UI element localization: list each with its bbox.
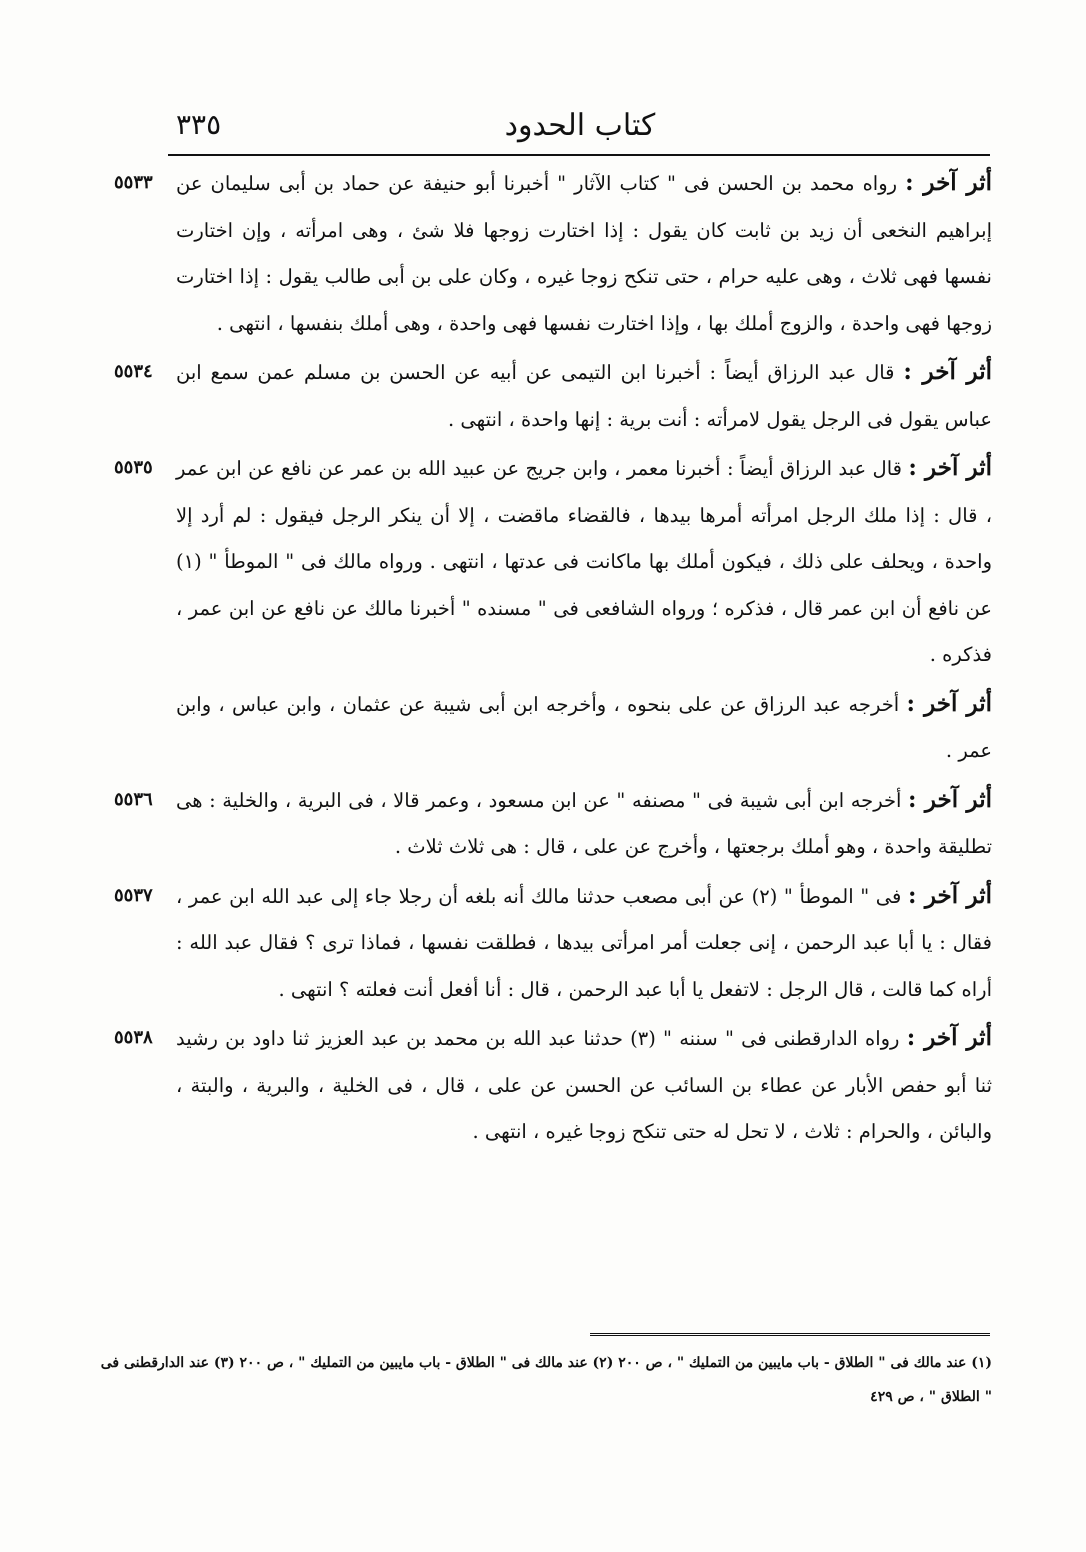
page-number: ٣٣٥ — [176, 108, 222, 141]
entry-text: قال عبد الرزاق أيضاً : أخبرنا معمر ، وابن جريج عن عبيد الله بن عمر عن نافع عن ابن عمر ، قال : إذا ملك الرجل امرأته أمرها بيدها ، فالقضاء ماقضت ، إلا أن ينكر الرجل فيقول : لم أرد إلا واحدة ، ويحلف على ذلك ، فيكون أملك بها ماكانت فى عدتها ، انتهى . ورواه مالك فى " الموطأ " (١) عن نافع أن ابن عمر قال ، فذكره ؛ ورواه الشافعى فى " مسنده " أخبرنا مالك عن نافع عن ابن عمر ، فذكره . — [176, 457, 992, 666]
entry-number: ٥٥٣٧ — [114, 884, 153, 906]
entry-text: أخرجه عبد الرزاق عن على بنحوه ، وأخرجه ابن أبى شيبة عن عثمان ، وابن عباس ، وابن عمر . — [176, 692, 992, 762]
entry-lead: أثر آخر : — [908, 454, 992, 481]
entry-number: ٥٥٣٥ — [114, 457, 153, 478]
entry-text: أخرجه ابن أبى شيبة فى " مصنفه " عن ابن مسعود ، وعمر قالا ، فى البرية ، والخلية : هى تطليقة واحدة ، وهو أملك برجعتها ، وأخرج عن على ، قال : هى ثلاث ثلاث . — [176, 788, 992, 858]
entry-number: ٥٥٣٤ — [114, 361, 153, 382]
entry-number: ٥٥٣٣ — [114, 172, 153, 193]
entry-5534 — [114, 349, 992, 443]
entry-5536 — [114, 777, 992, 871]
entry-text: فى " الموطأ " (٢) عن أبى مصعب حدثنا مالك أنه بلغه أن رجلا جاء إلى عبد الله ابن عمر ، فقال : يا أبا عبد الرحمن ، إنى جعلت أمر امرأتى بيدها ، فطلقت نفسها ، فماذا ترى ؟ فقال عبد الله : أراه كما قالت ، قال الرجل : لاتفعل يا أبا عبد الرحمن ، قال : أنا أفعل أنت فعلته ؟ انتهى . — [176, 884, 992, 1001]
entry-number: ٥٥٣٦ — [114, 788, 153, 810]
footnote-line: (١) عند مالك فى " الطلاق - باب مايبين من التمليك " ، ص ٢٠٠ (٢) عند مالك فى " الطلاق - باب مايبين من التمليك " ، ص ٢٠٠ (٣) عند الدارقطنى فى " الطلاق " ، ص ٤٢٩ — [100, 1355, 992, 1405]
entry-lead: أثر آخر : — [908, 785, 992, 813]
body-text — [114, 160, 993, 1158]
entry-unnumbered — [176, 681, 992, 775]
footnote-rule — [590, 1333, 990, 1336]
entry-5537 — [114, 873, 993, 1014]
footnotes — [100, 1346, 992, 1414]
entry-lead: أثر آخر : — [903, 358, 992, 385]
entry-5533 — [114, 160, 992, 347]
entry-5535 — [114, 445, 992, 679]
page-header — [170, 108, 990, 156]
entry-lead: أثر آخر : — [905, 169, 992, 196]
entry-text: رواه الدارقطنى فى " سننه " (٣) حدثنا عبد الله بن محمد بن عبد العزيز ثنا داود بن رشيد ثنا أبو حفص الأبار عن عطاء بن السائب عن الحسن عن على ، قال ، فى الخلية ، والبرية ، والبتة ، والبائن ، والحرام : ثلاث ، لا تحل له حتى تنكح زوجا غيره ، انتهى . — [176, 1027, 992, 1143]
entry-lead: أثر آخر : — [906, 1024, 992, 1051]
entry-lead: أثر آخر : — [907, 881, 993, 909]
entry-text: قال عبد الرزاق أيضاً : أخبرنا ابن التيمى عن أبيه عن الحسن بن مسلم عمن سمع ابن عباس يقول فى الرجل يقول لامرأته : أنت برية : إنها واحدة ، انتهى . — [176, 361, 992, 431]
entry-lead: أثر آخر : — [906, 689, 992, 717]
entry-number: ٥٥٣٨ — [114, 1027, 153, 1048]
header-rule — [168, 154, 990, 156]
entry-5538 — [114, 1015, 992, 1156]
running-title: كتاب الحدود — [504, 108, 656, 143]
entry-text: رواه محمد بن الحسن فى " كتاب الآثار " أخبرنا أبو حنيفة عن حماد بن أبى سليمان عن إبراهيم النخعى أن زيد بن ثابت كان يقول : إذا اختارت زوجها فلا شئ ، وهى امرأته ، وإن اختارت نفسها فهى ثلاث ، وهى عليه حرام ، حتى تنكح زوجا غيره ، وكان على بن أبى طالب يقول : إذا اختارت زوجها فهى واحدة ، والزوج أملك بها ، وإذا اختارت نفسها فهى واحدة ، وهى أملك بنفسها ، انتهى . — [176, 172, 992, 335]
